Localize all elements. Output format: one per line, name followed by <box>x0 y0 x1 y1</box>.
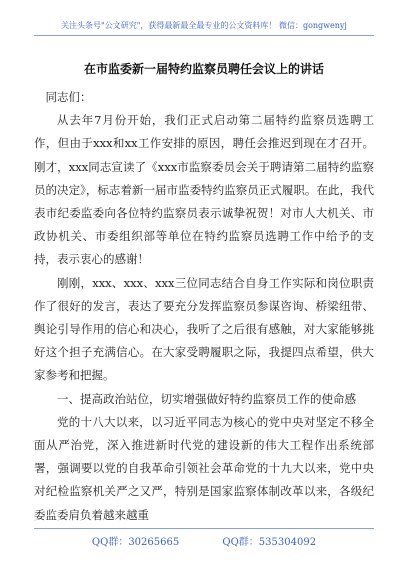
page-header: 关注头条号"公文研究"，获得最新最全最专业的公文资料库！ 微信：gongwenyj <box>34 20 374 36</box>
footer-qq-group-2: QQ群：535304092 <box>222 537 317 548</box>
paragraph: 从去年7月份开始，我们正式启动第二届特约监察员选聘工作，但由于xxx和xx工作安排的原因，聘任会推迟到现在才召开。刚才，xxx同志宣读了《xxx市监察委员会关于聘请第二届特约监察员的决定》，标志着新一届市监委特约监察员正式履职。在此，我代表市纪委监委向各位特约监察员表示诚挚祝贺！对市人大机关、市政协机关、市委组织部等单位在特约监察员选聘工作中给予的支持，表示衷心的感谢！ <box>34 113 374 267</box>
footer-qq-group-1: QQ群：30265665 <box>91 537 180 548</box>
section-heading: 一、提高政治站位，切实增强做好特约监察员工作的使命感 <box>57 391 356 406</box>
document-body <box>34 86 374 527</box>
salutation: 同志们： <box>45 90 92 104</box>
paragraph: 党的十八大以来，以习近平同志为核心的党中央对坚定不移全面从严治党，深入推进新时代党的建设新的伟大工程作出系统部署，强调要以党的自我革命引领社会革命党的十九大以来，党中央对纪检监察机关严之又严，特别是国家监察体制改革以来，各级纪委监委肩负着越来越重 <box>34 414 374 522</box>
document-title: 在市监委新一届特约监察员聘任会议上的讲话 <box>83 62 324 76</box>
paragraph: 刚刚，xxx、xxx、xxx三位同志结合自身工作实际和岗位职责作了很好的发言，表达了要充分发挥监察员参谋咨询、桥梁纽带、舆论引导作用的信心和决心，我听了之后很有感触，对大家能够挑好这个担子充满信心。在大家受聘履职之际，我提四点希望，供大家参考和把握。 <box>34 275 374 383</box>
page-footer <box>34 528 374 548</box>
